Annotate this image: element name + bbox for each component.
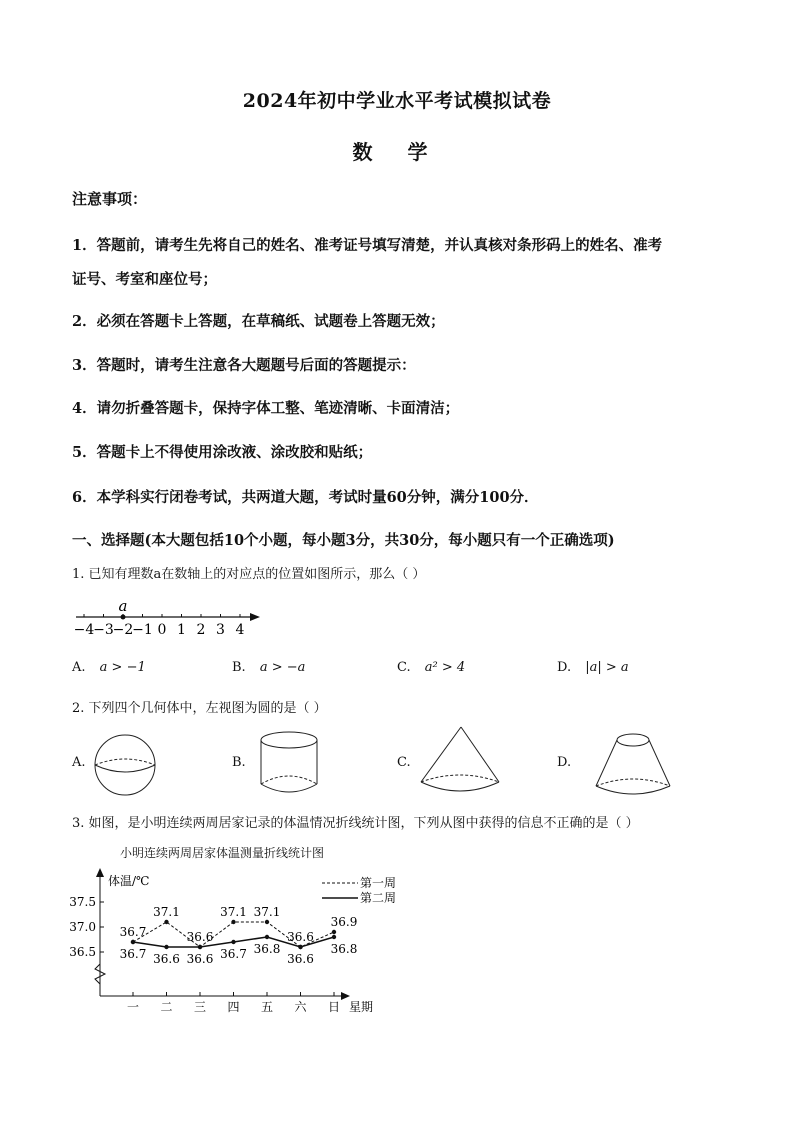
number-line-tick-label: −4 <box>73 622 95 638</box>
data-label: 36.7 <box>119 947 147 961</box>
number-line-point <box>121 615 126 620</box>
legend-label-week2: 第二周 <box>360 891 397 905</box>
x-tick-label: 二 <box>160 1000 173 1014</box>
q2-option-c-letter[interactable]: C. <box>397 755 411 770</box>
option-letter: A. <box>72 660 86 675</box>
y-tick-label: 37.5 <box>69 895 96 909</box>
q2-option-a-letter[interactable]: A. <box>72 755 86 770</box>
data-label: 36.6 <box>153 952 180 966</box>
data-point <box>164 920 168 924</box>
notice-item: 4．请勿折叠答题卡，保持字体工整、笔迹清晰、卡面清洁； <box>72 400 460 417</box>
option-letter: D. <box>557 660 572 675</box>
section-heading: 一、选择题(本大题包括10个小题，每小题3分，共30分，每小题只有一个正确选项) <box>72 532 615 549</box>
option-text: a > −1 <box>99 660 146 675</box>
number-line-tick-label: −1 <box>132 622 153 638</box>
frustum-icon[interactable] <box>592 728 674 802</box>
notice-item: 3．答题时，请考生注意各大题题号后面的答题提示： <box>72 357 416 374</box>
q1-option-a[interactable] <box>72 660 146 675</box>
x-tick-label: 五 <box>260 1000 274 1014</box>
data-label: 36.6 <box>186 930 214 944</box>
q2-option-b-letter[interactable]: B. <box>232 755 246 770</box>
data-label: 36.8 <box>253 942 281 956</box>
data-point <box>265 920 269 924</box>
cone-icon[interactable] <box>418 724 502 800</box>
data-point <box>131 940 135 944</box>
y-tick-label: 36.5 <box>69 945 96 959</box>
arrow-icon <box>250 613 260 621</box>
data-point <box>231 920 235 924</box>
q2-option-d-letter[interactable]: D. <box>557 755 572 770</box>
data-label: 36.6 <box>287 952 314 966</box>
data-point <box>332 935 336 939</box>
question-1-stem: 1. 已知有理数a在数轴上的对应点的位置如图所示，那么（ ） <box>72 567 426 582</box>
option-text: |a| > a <box>585 660 629 675</box>
x-tick-label: 日 <box>327 1000 341 1014</box>
option-letter: C. <box>397 660 411 675</box>
data-label: 36.7 <box>119 925 147 939</box>
data-label: 37.1 <box>220 905 247 919</box>
data-label: 36.6 <box>186 952 214 966</box>
chart-title: 小明连续两周居家体温测量折线统计图 <box>120 846 325 860</box>
data-point <box>231 940 235 944</box>
notice-heading: 注意事项： <box>72 190 148 208</box>
option-letter: B. <box>232 660 246 675</box>
number-line-tick-label: 1 <box>177 622 186 638</box>
number-line-point-label: a <box>118 597 128 615</box>
number-line-tick-label: 4 <box>235 622 245 638</box>
data-label: 37.1 <box>253 905 281 919</box>
y-axis-label: 体温/℃ <box>108 874 150 888</box>
number-line-tick-label: 2 <box>196 622 206 638</box>
number-line-tick-label: 3 <box>216 622 225 638</box>
q1-option-b[interactable] <box>232 660 305 675</box>
line-chart <box>68 864 398 1020</box>
notice-item: 证号、考室和座位号； <box>72 271 217 288</box>
x-tick-label: 六 <box>294 1000 307 1014</box>
data-label: 36.9 <box>330 915 358 929</box>
number-line-tick-label: −3 <box>93 622 114 638</box>
data-point <box>265 935 269 939</box>
question-3-stem: 3. 如图，是小明连续两周居家记录的体温情况折线统计图，下列从图中获得的信息不正确的是（ ） <box>72 816 639 831</box>
q1-option-c[interactable] <box>397 660 465 675</box>
data-label: 36.8 <box>330 942 358 956</box>
page-title: 2024年初中学业水平考试模拟试卷 <box>242 90 552 112</box>
y-arrow-icon <box>96 868 104 877</box>
data-point <box>332 930 336 934</box>
option-text: a > −a <box>259 660 306 675</box>
x-arrow-icon <box>341 992 350 1000</box>
notice-item: 5．答题卡上不得使用涂改液、涂改胶和贴纸； <box>72 444 373 461</box>
number-line <box>70 596 270 642</box>
notice-item: 1．答题前，请考生先将自己的姓名、准考证号填写清楚，并认真核对条形码上的姓名、准考 <box>72 237 663 254</box>
data-point <box>198 945 202 949</box>
notice-item: 6．本学科实行闭卷考试，共两道大题，考试时量60分钟，满分100分． <box>72 489 539 506</box>
number-line-tick-label: −2 <box>112 622 134 638</box>
option-text: a² > 4 <box>424 660 466 675</box>
subject-title: 数 学 <box>352 140 442 164</box>
x-axis-label: 星期 <box>349 1000 374 1014</box>
legend-label-week1: 第一周 <box>360 876 397 890</box>
data-point <box>298 945 302 949</box>
x-tick-label: 三 <box>193 1000 207 1014</box>
data-point <box>164 945 168 949</box>
sphere-icon[interactable] <box>92 732 162 798</box>
y-tick-label: 37.0 <box>69 920 96 934</box>
x-tick-label: 一 <box>126 1000 140 1014</box>
question-2-stem: 2. 下列四个几何体中，左视图为圆的是（ ） <box>72 701 327 716</box>
number-line-tick-label: 0 <box>157 622 167 638</box>
data-label: 36.7 <box>220 947 247 961</box>
cylinder-icon[interactable] <box>256 728 326 798</box>
x-tick-label: 四 <box>227 1000 240 1014</box>
data-label: 36.6 <box>287 930 314 944</box>
notice-item: 2．必须在答题卡上答题，在草稿纸、试题卷上答题无效； <box>72 313 445 330</box>
q1-option-d[interactable] <box>557 660 629 675</box>
data-label: 37.1 <box>153 905 180 919</box>
